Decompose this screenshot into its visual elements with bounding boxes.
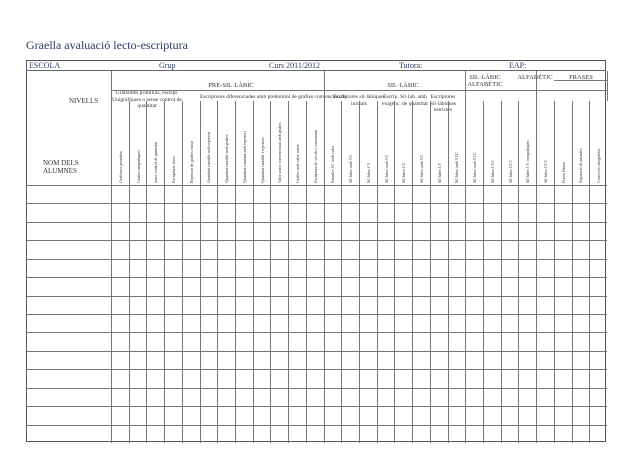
student-row[interactable] — [27, 222, 607, 240]
sub-grafismes: Grafismes primitius, escript. Unigràfiques o sense control de quantitat — [112, 90, 182, 109]
tutor-label: Tutora: — [399, 61, 423, 70]
page-title: Graella avaluació lecto-escriptura — [26, 38, 188, 52]
category-alfabetic: ALFABÈTIC — [517, 74, 553, 81]
column-header: Síl·labes amb VCC — [472, 151, 478, 183]
column-header: Síl·labes amb VCC — [454, 151, 460, 183]
column-header: Síl·labes amb VC — [348, 154, 354, 183]
column-header: Separació de paraules — [578, 148, 584, 183]
column-header: Quantitat constant amb repertori — [241, 131, 247, 183]
column-header: Síl·labes amb VC — [383, 154, 389, 183]
column-header: Escriptura de vocals i consonants — [312, 129, 318, 183]
eap-label: EAP: — [509, 61, 527, 70]
sub-diferenciades: Escriptures diferenciades amb predomini de grafies convencionals — [200, 94, 346, 100]
category-frases: FRASES — [569, 74, 593, 81]
sub-sil-inicials: Escriptures sil·làbiques inicials — [333, 94, 385, 107]
student-row[interactable] — [27, 277, 607, 295]
column-header: Grafismes primitius — [117, 151, 123, 183]
column-header: Síl·labes CVC — [489, 159, 495, 183]
column-header: Síl·labes amb VC — [419, 154, 424, 183]
student-row[interactable] — [27, 332, 607, 350]
column-header: Quantitat variable amb grafies — [224, 134, 230, 183]
student-row[interactable] — [27, 369, 607, 387]
student-row[interactable] — [27, 388, 607, 406]
category-sil: SIL·LÀBIC — [387, 82, 419, 89]
column-header: Grafies amb valor sonor — [295, 144, 300, 183]
column-header: Escriptures fixes — [171, 156, 176, 183]
school-label: ESCOLA — [29, 61, 61, 70]
category-sil-alf: SIL·LÀBIC ALFABÈTIC — [467, 74, 503, 88]
column-header: sense control de quantitat — [153, 142, 159, 183]
category-presil: PRE-SIL·LÀBIC — [208, 82, 254, 89]
column-header: Síl·labes CV — [436, 162, 442, 183]
evaluation-grid — [26, 60, 606, 442]
column-header: Repertori de grafies variat — [188, 141, 194, 183]
sub-exigencia: Escrip. Sil·lab. amb exigènc. de quantitat — [382, 94, 428, 107]
column-header: Síl·labes CV ortogràfiques — [525, 140, 531, 183]
column-header: Correcció ortogràfica — [596, 148, 602, 183]
column-header: Síl·labes CCV — [507, 159, 513, 183]
category-separator — [607, 71, 608, 101]
group-label: Grup — [159, 61, 176, 70]
category-bottom-line — [111, 90, 607, 91]
grid-area — [27, 71, 605, 443]
category-separator — [536, 71, 537, 101]
student-row[interactable] — [27, 259, 607, 277]
column-header: Síl·labes CV — [401, 162, 407, 183]
course-label: Curs 2011/2012 — [269, 61, 321, 70]
column-header: Quantitat variable i repertori — [259, 137, 265, 183]
column-header: Valor sonor convencional amb grafies — [277, 122, 283, 183]
category-separator — [465, 71, 466, 101]
names-label-1: NOM DELS — [43, 159, 79, 167]
column-header: Quantitat variable amb repertori — [206, 131, 212, 183]
student-row[interactable] — [27, 296, 607, 314]
column-header: Grafies unigràfiques — [135, 150, 141, 183]
column-header: Síl·labes CV — [365, 162, 371, 183]
column-header: Síl·labes CCV — [543, 159, 548, 183]
student-row[interactable] — [27, 351, 607, 369]
column-header: Paraules VC amb valor — [330, 145, 336, 183]
student-row[interactable] — [27, 240, 607, 258]
student-row[interactable] — [27, 314, 607, 332]
sub-estrictes: Escriptures Sil·làbiques estrictes — [429, 94, 457, 113]
names-label-2: ALUMNES — [43, 167, 77, 175]
column-header: Frases lliures — [560, 161, 566, 183]
student-row[interactable] — [27, 425, 607, 443]
levels-label: NIVELLS — [69, 97, 99, 105]
category-top-line — [554, 80, 607, 81]
header-strip — [27, 61, 605, 71]
student-row[interactable] — [27, 406, 607, 424]
student-row[interactable] — [27, 185, 607, 203]
category-separator — [324, 71, 325, 101]
student-row[interactable] — [27, 203, 607, 221]
